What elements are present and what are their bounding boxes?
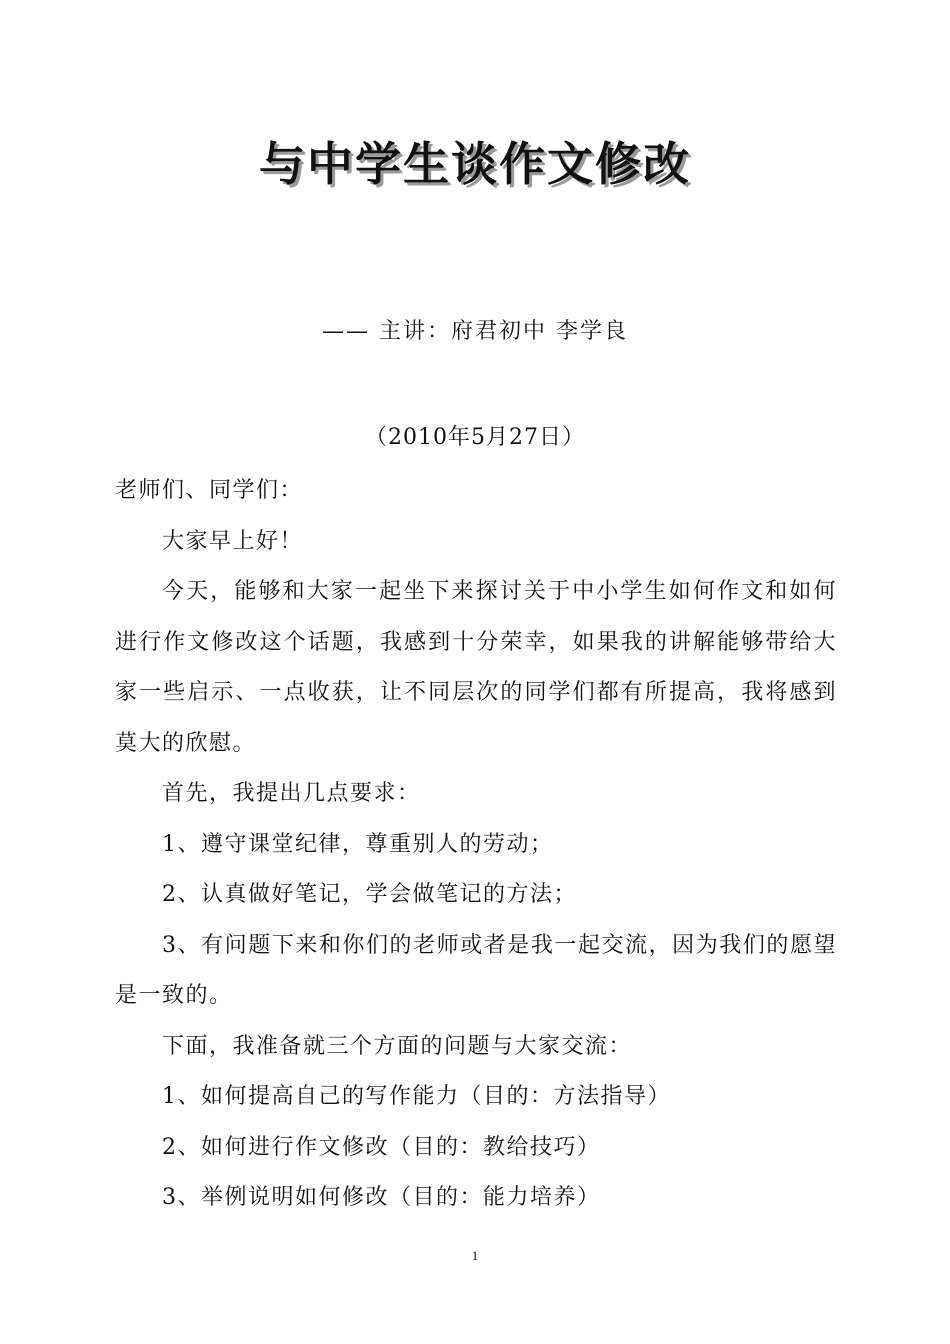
salutation: 老师们、同学们： — [115, 478, 304, 503]
requirements-heading: 首先，我提出几点要求： — [162, 781, 421, 806]
intro-paragraph: 今天，能够和大家一起坐下来探讨关于中小学生如何作文和如何进行作文修改这个话题，我感到十分荣幸，如果我的讲解能够带给大家一些启示、一点收获，让不同层次的同学们都有所提高，我将感到莫大的欣慰。 — [115, 579, 837, 756]
body-text — [115, 466, 837, 1224]
topic-item: 3、举例说明如何修改（目的：能力培养） — [162, 1185, 601, 1210]
requirement-item: 2、认真做好笔记，学会做笔记的方法； — [162, 882, 577, 907]
topic-item: 2、如何进行作文修改（目的：教给技巧） — [162, 1134, 601, 1160]
speaker-line: —— 主讲：府君初中 李学良 — [322, 319, 628, 344]
lecture-date: （2010年5月27日） — [365, 425, 585, 450]
document-title: 与中学生谈作文修改 — [259, 137, 691, 191]
page-number: 1 — [471, 1248, 479, 1263]
requirement-item: 3、有问题下来和你们的老师或者是我一起交流，因为我们的愿望是一致的。 — [115, 932, 837, 1008]
topic-item: 1、如何提高自己的写作能力（目的：方法指导） — [162, 1084, 671, 1109]
greeting-paragraph: 大家早上好！ — [162, 528, 304, 554]
topics-heading: 下面，我准备就三个方面的问题与大家交流： — [162, 1033, 633, 1059]
requirement-item: 1、遵守课堂纪律，尊重别人的劳动； — [162, 831, 554, 857]
